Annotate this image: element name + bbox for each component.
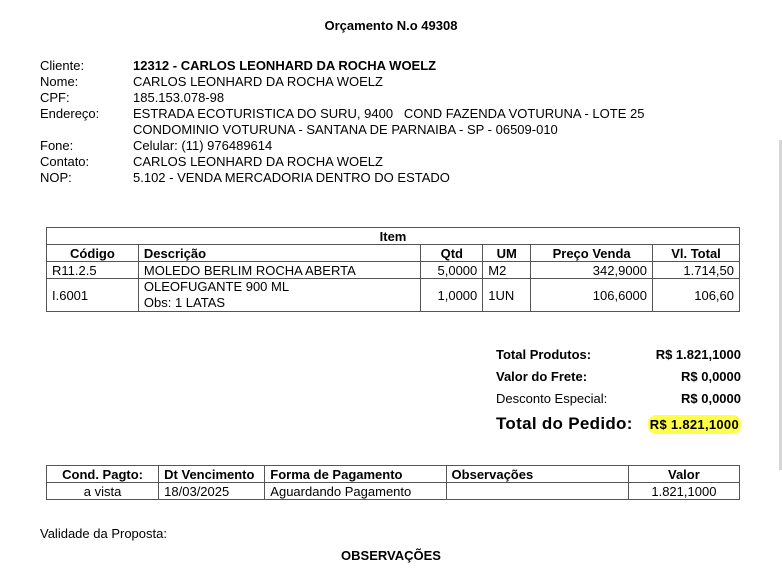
col-valor: Valor: [628, 466, 739, 483]
payment-table: [46, 465, 740, 500]
cpf-value: 185.153.078-98: [133, 90, 225, 105]
payment-venc: 18/03/2025: [159, 483, 265, 500]
col-qtd: Qtd: [421, 245, 483, 262]
payment-cond: a vista: [47, 483, 159, 500]
table-row: [47, 262, 740, 279]
address-value: ESTRADA ECOTURISTICA DO SURU, 9400 COND FAZENDA VOTURUNA - LOTE 25: [133, 106, 645, 121]
contact-row: [40, 154, 644, 170]
total-produtos: [496, 343, 741, 365]
col-forma-pagamento: Forma de Pagamento: [265, 466, 446, 483]
contact-label: Contato:: [40, 154, 90, 169]
items-group-header: Item: [47, 228, 740, 245]
payment-valor: 1.821,1000: [628, 483, 739, 500]
item-qtd: 1,0000: [421, 279, 483, 312]
items-table: [46, 227, 740, 312]
total-produtos-label: Total Produtos:: [496, 346, 592, 362]
client-label: Cliente:: [40, 58, 85, 73]
item-obs: Obs: 1 LATAS: [143, 295, 226, 310]
contact-value: CARLOS LEONHARD DA ROCHA WOELZ: [133, 154, 383, 169]
valor-frete-label: Valor do Frete:: [496, 368, 588, 384]
table-row: [47, 483, 740, 500]
nop-row: [40, 170, 644, 186]
item-code: I.6001: [47, 279, 139, 312]
col-preco: Preço Venda: [531, 245, 653, 262]
client-info: [40, 58, 644, 186]
items-header-row: [47, 245, 740, 262]
name-label: Nome:: [40, 74, 79, 89]
nop-label: NOP:: [40, 170, 72, 185]
payment-forma: Aguardando Pagamento: [265, 483, 446, 500]
col-um: UM: [483, 245, 531, 262]
item-desc: MOLEDO BERLIM ROCHA ABERTA: [138, 262, 420, 279]
col-vencimento: Dt Vencimento: [159, 466, 265, 483]
table-row: [47, 279, 740, 312]
document-title: Orçamento N.o 49308: [324, 18, 458, 33]
address-value-2: CONDOMINIO VOTURUNA - SANTANA DE PARNAIBA - SP - 06509-010: [133, 122, 558, 137]
validity-label: Validade da Proposta:: [40, 526, 167, 541]
item-price: 342,9000: [531, 262, 653, 279]
address-label-2: [40, 122, 133, 138]
name-row: [40, 74, 644, 90]
valor-frete-value: R$ 0,0000: [681, 368, 741, 384]
item-total: 106,60: [653, 279, 740, 312]
item-desc-cell: [138, 279, 420, 312]
item-code: R11.2.5: [47, 262, 139, 279]
phone-value: Celular: (11) 976489614: [133, 138, 273, 153]
valor-frete: [496, 365, 741, 387]
total-pedido-value: R$ 1.821,1000: [649, 416, 739, 432]
name-value: CARLOS LEONHARD DA ROCHA WOELZ: [133, 74, 383, 89]
address-label: Endereço:: [40, 106, 100, 121]
payment-header-row: [47, 466, 740, 483]
total-pedido: [496, 411, 741, 437]
phone-label: Fone:: [40, 138, 74, 153]
observations-title: OBSERVAÇÕES: [341, 548, 441, 563]
cpf-label: CPF:: [40, 90, 70, 105]
item-total: 1.714,50: [653, 262, 740, 279]
client-row: [40, 58, 644, 74]
cpf-row: [40, 90, 644, 106]
col-codigo: Código: [47, 245, 139, 262]
desconto-especial: [496, 387, 741, 409]
totals-block: [496, 343, 741, 437]
col-cond-pagto: Cond. Pagto:: [47, 466, 159, 483]
item-desc: OLEOFUGANTE 900 ML: [143, 279, 290, 294]
desconto-value: R$ 0,0000: [681, 390, 741, 406]
total-pedido-label: Total do Pedido:: [496, 414, 633, 433]
client-value: 12312 - CARLOS LEONHARD DA ROCHA WOELZ: [133, 58, 437, 73]
col-observacoes: Observações: [446, 466, 628, 483]
col-descricao: Descrição: [138, 245, 420, 262]
desconto-label: Desconto Especial:: [496, 390, 608, 406]
address-row-2: [40, 122, 644, 138]
address-row: [40, 106, 644, 122]
item-price: 106,6000: [531, 279, 653, 312]
nop-value: 5.102 - VENDA MERCADORIA DENTRO DO ESTADO: [133, 170, 450, 185]
payment-obs: [446, 483, 628, 500]
item-um: 1UN: [483, 279, 531, 312]
phone-row: [40, 138, 644, 154]
item-um: M2: [483, 262, 531, 279]
item-qtd: 5,0000: [421, 262, 483, 279]
col-total: Vl. Total: [653, 245, 740, 262]
total-produtos-value: R$ 1.821,1000: [655, 346, 741, 362]
